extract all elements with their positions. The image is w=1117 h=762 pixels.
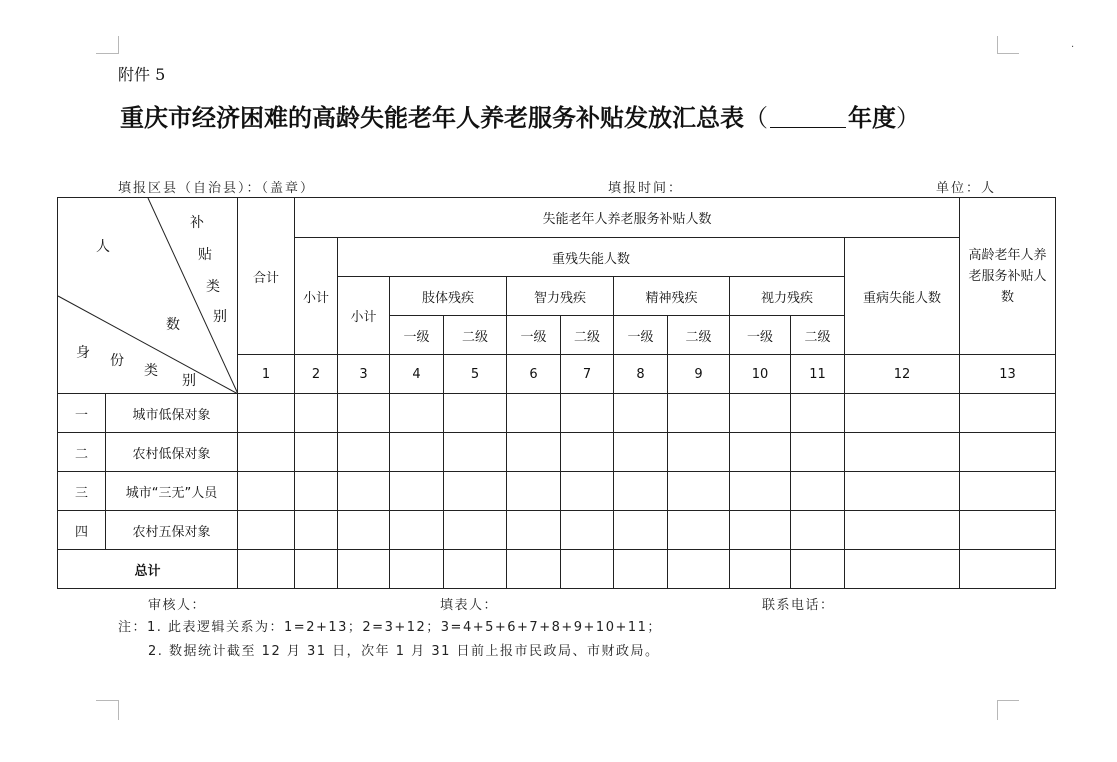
column-number: 6 (507, 355, 561, 394)
data-cell (338, 511, 390, 550)
column-number: 3 (338, 355, 390, 394)
phone-label: 联系电话： (762, 598, 835, 613)
column-number: 2 (295, 355, 338, 394)
data-cell (444, 433, 507, 472)
column-number: 12 (845, 355, 960, 394)
data-cell (338, 472, 390, 511)
data-cell (238, 550, 295, 589)
title-main: 重庆市经济困难的高龄失能老年人养老服务补贴发放汇总表 (120, 103, 744, 132)
header-visual-grade1: 一级 (730, 316, 791, 355)
data-cell (338, 433, 390, 472)
data-cell (791, 550, 845, 589)
data-cell (668, 472, 730, 511)
header-intellectual-grade1: 一级 (507, 316, 561, 355)
title-year-suffix: 年度 (848, 103, 896, 132)
page-corner-mark (96, 53, 118, 54)
header-mental-grade1: 一级 (614, 316, 668, 355)
data-cell (730, 511, 791, 550)
diag-label-lei2: 类 (144, 363, 158, 379)
row-index: 一 (58, 394, 106, 433)
data-cell (614, 433, 668, 472)
data-cell (444, 394, 507, 433)
column-number: 1 (238, 355, 295, 394)
row-name: 城市“三无”人员 (106, 472, 238, 511)
page-corner-mark (118, 36, 119, 54)
header-severe-subtotal: 小计 (338, 277, 390, 355)
data-cell (791, 511, 845, 550)
data-cell (730, 550, 791, 589)
table-row (58, 472, 1056, 511)
data-cell (845, 394, 960, 433)
data-cell (238, 433, 295, 472)
row-name: 农村低保对象 (106, 433, 238, 472)
data-cell (238, 511, 295, 550)
data-cell (561, 472, 614, 511)
data-cell (614, 472, 668, 511)
column-number: 10 (730, 355, 791, 394)
data-cell (444, 472, 507, 511)
data-cell (730, 433, 791, 472)
page-corner-mark (997, 700, 998, 720)
data-cell (507, 550, 561, 589)
header-visual: 视力残疾 (730, 277, 845, 316)
header-intellectual: 智力残疾 (507, 277, 614, 316)
data-cell (791, 472, 845, 511)
data-cell (668, 511, 730, 550)
data-cell (390, 550, 444, 589)
data-cell (668, 550, 730, 589)
data-cell (390, 433, 444, 472)
column-number: 4 (390, 355, 444, 394)
total-row (58, 550, 1056, 589)
diagonal-header-cell (58, 198, 238, 394)
data-cell (730, 472, 791, 511)
page-title (120, 98, 920, 133)
data-cell (845, 472, 960, 511)
diag-label-shu: 数 (166, 317, 180, 333)
row-name: 城市低保对象 (106, 394, 238, 433)
data-cell (668, 394, 730, 433)
data-cell (668, 433, 730, 472)
title-close-paren: ） (896, 104, 920, 132)
attachment-label: 附件 5 (118, 65, 166, 84)
data-cell (561, 550, 614, 589)
data-cell (614, 394, 668, 433)
data-cell (295, 550, 338, 589)
data-cell (295, 472, 338, 511)
header-limb-grade1: 一级 (390, 316, 444, 355)
year-blank (770, 105, 846, 128)
header-intellectual-grade2: 二级 (561, 316, 614, 355)
page-corner-mark (118, 700, 119, 720)
diag-label-fen: 份 (110, 353, 124, 369)
data-cell (507, 433, 561, 472)
data-cell (730, 394, 791, 433)
fill-time-label: 填报时间： (608, 181, 684, 196)
data-cell (444, 511, 507, 550)
table-row (58, 511, 1056, 550)
data-cell (444, 550, 507, 589)
diag-label-tie: 贴 (198, 247, 212, 263)
data-cell (561, 433, 614, 472)
data-cell (295, 511, 338, 550)
header-disabled-group: 失能老年人养老服务补贴人数 (295, 198, 960, 238)
data-cell (507, 511, 561, 550)
data-cell (390, 472, 444, 511)
data-cell (960, 433, 1056, 472)
stray-dot: · (1071, 42, 1075, 53)
row-name: 农村五保对象 (106, 511, 238, 550)
page-corner-mark (997, 53, 1019, 54)
table-row (58, 433, 1056, 472)
data-cell (338, 550, 390, 589)
page-corner-mark (96, 700, 118, 701)
data-cell (614, 550, 668, 589)
data-cell (614, 511, 668, 550)
summary-table (57, 197, 1056, 589)
header-limb: 肢体残疾 (390, 277, 507, 316)
table-row (58, 394, 1056, 433)
header-severe-illness: 重病失能人数 (845, 238, 960, 355)
data-cell (791, 394, 845, 433)
diag-label-bie2: 别 (182, 373, 196, 389)
data-cell (561, 394, 614, 433)
data-cell (960, 511, 1056, 550)
header-severe-disability-group: 重残失能人数 (338, 238, 845, 277)
unit-label: 单位：人 (936, 181, 997, 196)
data-cell (507, 394, 561, 433)
data-cell (561, 511, 614, 550)
diag-label-lei: 类 (206, 279, 220, 295)
column-number: 7 (561, 355, 614, 394)
header-visual-grade2: 二级 (791, 316, 845, 355)
header-subtotal: 小计 (295, 238, 338, 355)
column-number: 11 (791, 355, 845, 394)
note-2: 2. 数据统计截至 12 月 31 日，次年 1 月 31 日前上报市民政局、市财政局。 (148, 644, 660, 659)
row-index: 三 (58, 472, 106, 511)
total-label: 总计 (58, 550, 238, 589)
data-cell (845, 550, 960, 589)
data-cell (295, 394, 338, 433)
preparer-label: 填表人： (440, 598, 499, 613)
header-limb-grade2: 二级 (444, 316, 507, 355)
data-cell (507, 472, 561, 511)
diag-label-shen: 身 (76, 345, 90, 361)
data-cell (960, 394, 1056, 433)
page-corner-mark (997, 700, 1019, 701)
note-1: 注：1. 此表逻辑关系为：1=2+13；2=3+12；3=4+5+6+7+8+9+10+11； (118, 620, 662, 635)
header-elderly: 高龄老年人养老服务补贴人数 (960, 198, 1056, 355)
header-mental: 精神残疾 (614, 277, 730, 316)
column-number: 8 (614, 355, 668, 394)
page-corner-mark (997, 36, 998, 54)
column-number: 5 (444, 355, 507, 394)
data-cell (295, 433, 338, 472)
data-cell (845, 433, 960, 472)
title-open-paren: （ (744, 104, 768, 132)
data-cell (845, 511, 960, 550)
data-cell (960, 472, 1056, 511)
row-index: 四 (58, 511, 106, 550)
column-number: 13 (960, 355, 1056, 394)
data-cell (238, 472, 295, 511)
diag-label-bu: 补 (190, 215, 204, 231)
diag-label-ren: 人 (96, 239, 110, 255)
district-label: 填报区县（自治县）：（盖章） (118, 181, 316, 196)
diag-label-bie: 别 (213, 309, 227, 325)
data-cell (791, 433, 845, 472)
data-cell (338, 394, 390, 433)
data-cell (390, 394, 444, 433)
data-cell (960, 550, 1056, 589)
data-cell (390, 511, 444, 550)
header-mental-grade2: 二级 (668, 316, 730, 355)
data-cell (238, 394, 295, 433)
header-total: 合计 (238, 198, 295, 355)
column-number: 9 (668, 355, 730, 394)
row-index: 二 (58, 433, 106, 472)
reviewer-label: 审核人： (148, 598, 207, 613)
